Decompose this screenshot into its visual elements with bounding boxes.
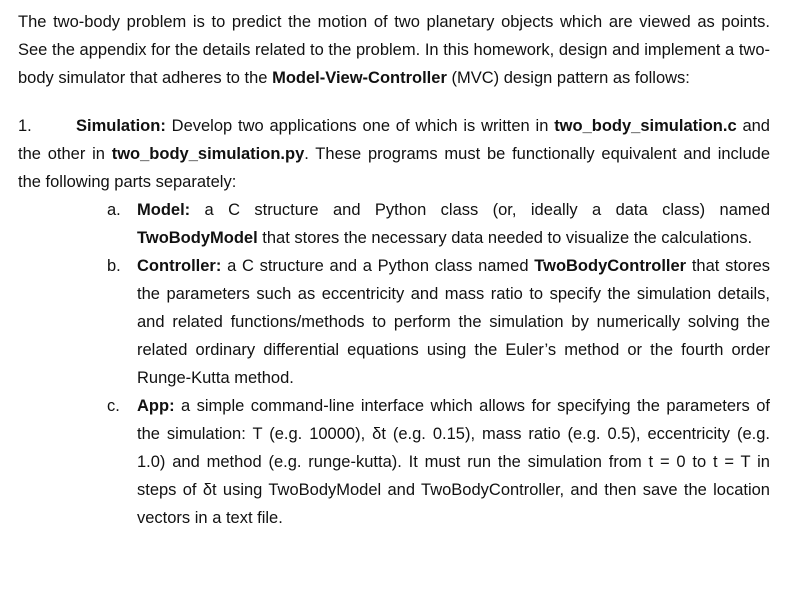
sub-item-heading: Controller: xyxy=(137,257,222,275)
controller-class-name: TwoBodyController xyxy=(534,257,687,275)
item-1-number: 1. xyxy=(18,117,32,135)
item-1-text: Develop two applications one of which is written in xyxy=(165,117,555,135)
sub-item-text: a C structure and Python class (or, ideally a data class) named xyxy=(190,201,770,219)
intro-text: The two-body problem is to predict the motion of two planetary objects which are viewed as points. See the appendix for the details related to the problem. In this homework, design and implement a two-body simulator that adheres to the xyxy=(18,13,770,87)
sub-item-app xyxy=(107,392,770,532)
sub-item-letter: a. xyxy=(107,201,121,219)
model-class-name: TwoBodyModel xyxy=(137,229,258,247)
item-1 xyxy=(18,112,770,196)
sub-item-text-end: that stores the necessary data needed to visualize the calculations. xyxy=(257,229,753,247)
mvc-term: Model-View-Controller xyxy=(272,69,447,87)
item-1-text-end: . These programs must be functionally equivalent and include the following parts separately: xyxy=(18,145,770,191)
sub-list xyxy=(18,196,770,532)
sub-item-controller xyxy=(107,252,771,392)
document-body xyxy=(18,8,770,532)
intro-text-end: (MVC) design pattern as follows: xyxy=(446,69,690,87)
item-1-text-mid: and the other in xyxy=(18,117,770,163)
sub-item-heading: App: xyxy=(137,397,175,415)
item-1-heading: Simulation: xyxy=(76,117,166,135)
sub-item-text: a C structure and a Python class named xyxy=(221,257,535,275)
intro-paragraph xyxy=(18,8,770,92)
sub-item-model xyxy=(107,196,770,252)
sub-item-letter: c. xyxy=(107,397,120,415)
c-filename: two_body_simulation.c xyxy=(554,117,737,135)
sub-item-heading: Model: xyxy=(137,201,191,219)
py-filename: two_body_simulation.py xyxy=(111,145,305,163)
sub-item-letter: b. xyxy=(107,257,121,275)
sub-item-text-end: that stores the parameters such as eccentricity and mass ratio to specify the simulation details, and related functions/methods to perform the simulation by numerically solving the related ordinary differential equations using the Euler’s method or the fourth order Runge-Kutta method. xyxy=(137,257,771,387)
sub-item-text: a simple command-line interface which allows for specifying the parameters of the simulation: T (e.g. 10000), δt (e.g. 0.15), mass ratio (e.g. 0.5), eccentricity (e.g. 1.0) and method (e.g. runge-kutta). It must run the simulation from t = 0 to t = T in steps of δt using TwoBodyModel and TwoBodyController, and then save the location vectors in a text file. xyxy=(137,397,770,527)
